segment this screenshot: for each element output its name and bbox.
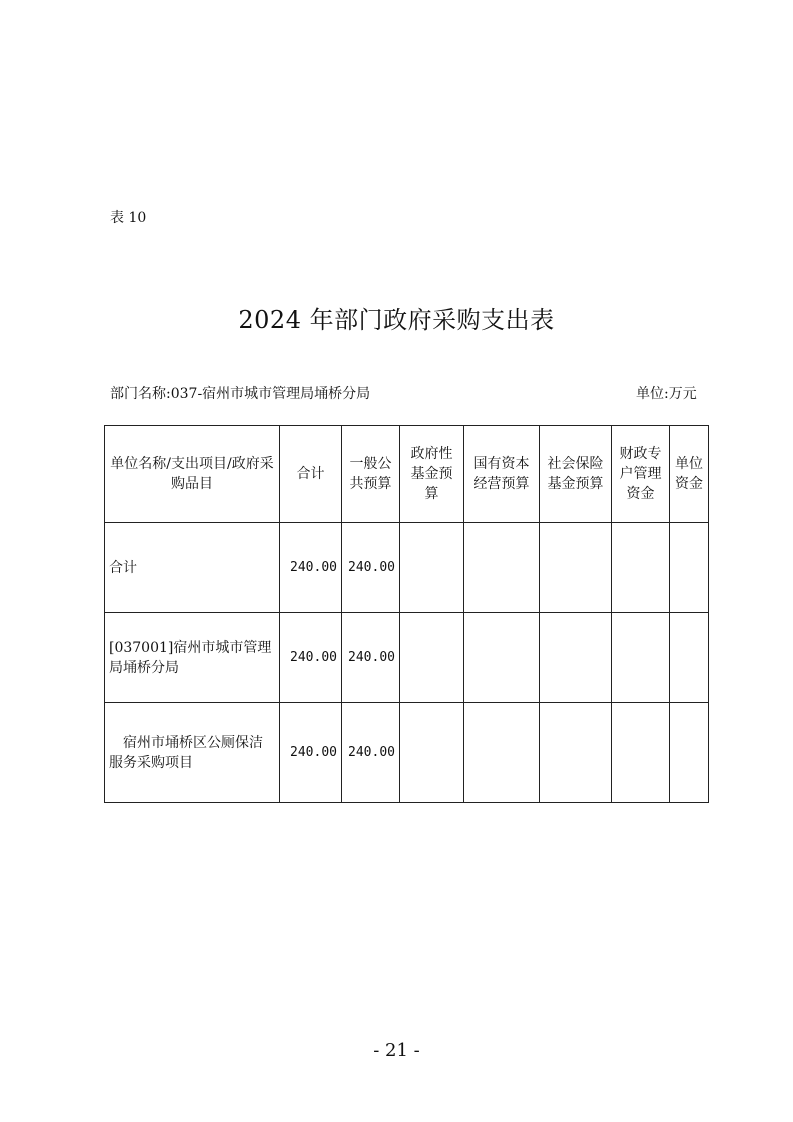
- header-name: 单位名称/支出项目/政府采购品目: [105, 426, 280, 523]
- table-row: [105, 703, 709, 803]
- row-gov-fund-budget: [400, 523, 464, 613]
- row-general-budget: 240.00: [342, 703, 400, 803]
- page-title: 2024 年部门政府采购支出表: [238, 306, 555, 334]
- department-name: 部门名称:037-宿州市城市管理局埇桥分局: [110, 386, 371, 402]
- header-unit-funds: 单位资金: [670, 426, 709, 523]
- row-social-insurance-budget: [540, 523, 612, 613]
- row-name: [037001]宿州市城市管理局埇桥分局: [105, 613, 280, 703]
- row-total: 240.00: [280, 523, 342, 613]
- row-gov-fund-budget: [400, 613, 464, 703]
- row-social-insurance-budget: [540, 613, 612, 703]
- table-row: [105, 613, 709, 703]
- row-general-budget: 240.00: [342, 523, 400, 613]
- row-social-insurance-budget: [540, 703, 612, 803]
- row-general-budget: 240.00: [342, 613, 400, 703]
- unit-label: 单位:万元: [636, 386, 697, 402]
- row-unit-funds: [670, 613, 709, 703]
- row-name: 宿州市埇桥区公厕保洁服务采购项目: [105, 703, 280, 803]
- row-state-capital-budget: [464, 523, 540, 613]
- row-unit-funds: [670, 703, 709, 803]
- row-name: 合计: [105, 523, 280, 613]
- header-gov-fund-budget: 政府性基金预算: [400, 426, 464, 523]
- table-label: 表 10: [110, 210, 147, 226]
- header-social-insurance-budget: 社会保险基金预算: [540, 426, 612, 523]
- row-total: 240.00: [280, 703, 342, 803]
- procurement-table: [104, 425, 709, 803]
- row-special-fiscal-funds: [612, 523, 670, 613]
- row-special-fiscal-funds: [612, 703, 670, 803]
- row-total: 240.00: [280, 613, 342, 703]
- row-state-capital-budget: [464, 613, 540, 703]
- row-state-capital-budget: [464, 703, 540, 803]
- table-header-row: [105, 426, 709, 523]
- header-general-budget: 一般公共预算: [342, 426, 400, 523]
- header-state-capital-budget: 国有资本经营预算: [464, 426, 540, 523]
- table-row: [105, 523, 709, 613]
- header-special-fiscal-funds: 财政专户管理资金: [612, 426, 670, 523]
- page-number: - 21 -: [373, 1040, 420, 1061]
- row-unit-funds: [670, 523, 709, 613]
- row-gov-fund-budget: [400, 703, 464, 803]
- row-special-fiscal-funds: [612, 613, 670, 703]
- header-total: 合计: [280, 426, 342, 523]
